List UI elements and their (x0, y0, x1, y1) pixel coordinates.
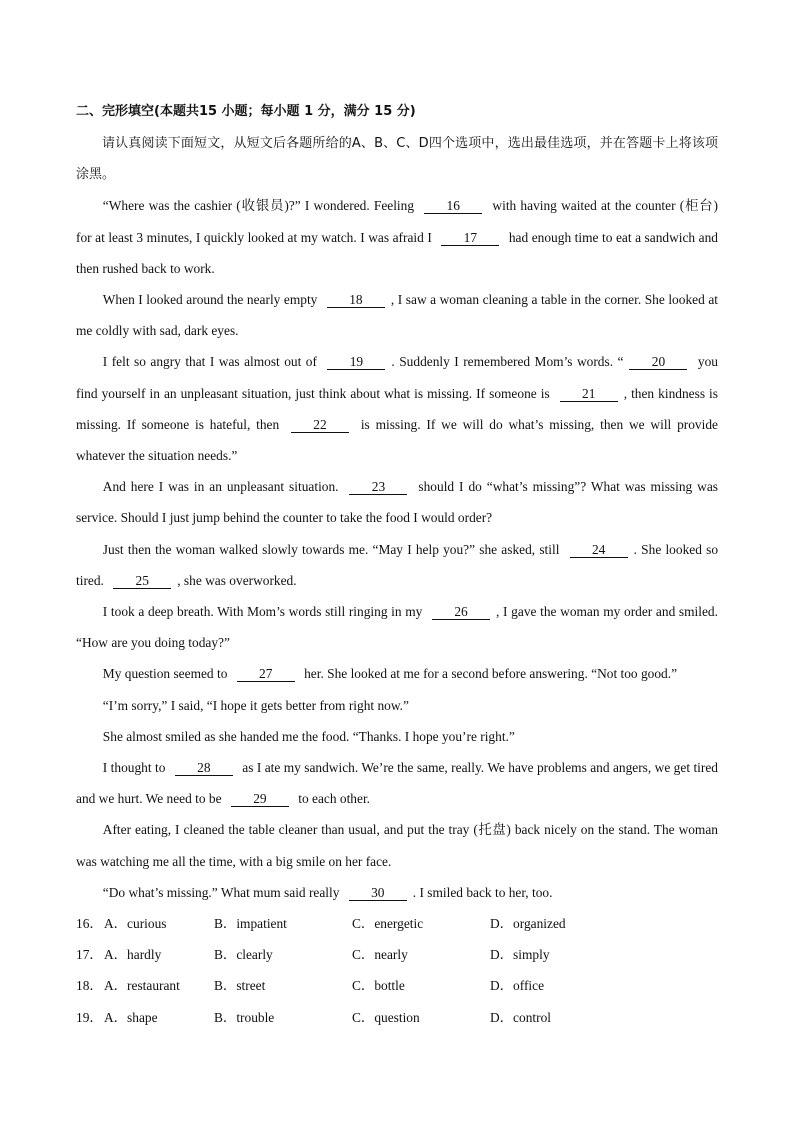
question-row (76, 1002, 718, 1033)
passage-text: as I ate my sandwich. We’re the same, really. We have problems and angers, we get tired and we hurt. We need to be (76, 760, 718, 807)
option-d[interactable]: D．simply (490, 947, 550, 963)
passage (76, 190, 718, 908)
passage-text: After eating, I cleaned the table cleaner than usual, and put the tray (托盘) back nicely on the stand. The woman was watching me all the time, with a big smile on her face. (76, 822, 718, 869)
passage-text: to each other. (294, 791, 371, 807)
passage-text: . Suddenly I remembered Mom’s words. “ (391, 354, 624, 370)
option-b[interactable]: B．trouble (214, 1009, 275, 1025)
passage-paragraph (76, 721, 718, 752)
passage-paragraph (76, 658, 718, 689)
passage-paragraph (76, 877, 718, 908)
passage-text: should I do “what’s missing”? What was missing was service. Should I just jump behind the counter to take the food I would order? (76, 479, 718, 526)
blank-29: 29 (231, 791, 289, 807)
passage-text: “Where was the cashier (收银员)?” I wondered. Feeling (102, 198, 419, 214)
blank-18: 18 (327, 292, 385, 308)
passage-paragraph (76, 534, 718, 596)
passage-paragraph (76, 690, 718, 721)
option-d[interactable]: D．office (490, 978, 545, 994)
passage-paragraph (76, 596, 718, 658)
blank-28: 28 (175, 760, 233, 776)
option-a[interactable]: A．shape (104, 1009, 158, 1025)
question-row (76, 970, 718, 1001)
option-c[interactable]: C．energetic (352, 916, 424, 932)
passage-text: you find yourself in an unpleasant situation, just think about what is missing. If someone is (76, 354, 718, 401)
passage-text: , I saw a woman cleaning a table in the corner. She looked at me coldly with sad, dark eyes. (76, 292, 718, 339)
blank-25: 25 (113, 573, 171, 589)
option-b[interactable]: B．clearly (214, 947, 273, 963)
passage-text: “I’m sorry,” I said, “I hope it gets better from right now.” (102, 697, 409, 713)
passage-text: And here I was in an unpleasant situation. (102, 479, 344, 495)
question-row (76, 908, 718, 939)
passage-text: I thought to (102, 760, 169, 776)
answer-options (76, 908, 718, 1033)
passage-paragraph (76, 471, 718, 533)
blank-16: 16 (424, 198, 482, 214)
passage-paragraph (76, 284, 718, 346)
option-a[interactable]: A．curious (104, 916, 167, 932)
passage-paragraph (76, 752, 718, 814)
blank-30: 30 (349, 885, 407, 901)
blank-19: 19 (327, 354, 385, 370)
option-a[interactable]: A．hardly (104, 947, 162, 963)
passage-text: When I looked around the nearly empty (102, 292, 321, 308)
passage-text: with having waited at the counter (柜台) for at least 3 minutes, I quickly looked at my watch. I was afraid I (76, 198, 718, 245)
instruction-text: 请认真阅读下面短文，从短文后各题所给的A、B、C、D四个选项中，选出最佳选项，并在答题卡上将该项涂黑。 (76, 136, 718, 183)
passage-text: , she was overworked. (177, 572, 297, 588)
question-number: 17． (76, 947, 103, 963)
option-b[interactable]: B．impatient (214, 916, 287, 932)
blank-21: 21 (560, 386, 618, 402)
passage-text: , then kindness is missing. If someone is hateful, then (76, 385, 718, 432)
passage-text: “Do what’s missing.” What mum said really (102, 884, 343, 900)
cloze-section (76, 100, 718, 1033)
passage-text: She almost smiled as she handed me the food. “Thanks. I hope you’re right.” (102, 728, 515, 744)
option-a[interactable]: A．restaurant (104, 978, 180, 994)
passage-paragraph (76, 190, 718, 284)
section-title: 二、完形填空(本题共15 小题；每小题 1 分，满分 15 分) (76, 104, 416, 119)
passage-text: is missing. If we will do what’s missing, then we will provide whatever the situation needs.” (76, 416, 718, 464)
option-d[interactable]: D．organized (490, 916, 566, 932)
option-c[interactable]: C．bottle (352, 978, 405, 994)
option-d[interactable]: D．control (490, 1009, 551, 1025)
passage-text: her. She looked at me for a second before answering. “Not too good.” (300, 666, 678, 682)
question-number: 16． (76, 916, 103, 932)
blank-22: 22 (291, 417, 349, 433)
passage-text: I felt so angry that I was almost out of (102, 354, 322, 370)
passage-paragraph (76, 814, 718, 876)
passage-text: had enough time to eat a sandwich and then rushed back to work. (76, 229, 718, 276)
passage-text: , I gave the woman my order and smiled. “How are you doing today?” (76, 604, 718, 651)
blank-17: 17 (441, 230, 499, 246)
passage-text: Just then the woman walked slowly towards me. “May I help you?” she asked, still (102, 541, 564, 557)
blank-26: 26 (432, 604, 490, 620)
question-number: 18． (76, 978, 103, 994)
passage-text: I took a deep breath. With Mom’s words still ringing in my (102, 604, 427, 620)
option-b[interactable]: B．street (214, 978, 266, 994)
passage-paragraph (76, 346, 718, 471)
blank-27: 27 (237, 666, 295, 682)
question-row (76, 939, 718, 970)
option-c[interactable]: C．question (352, 1009, 420, 1025)
passage-text: My question seemed to (102, 666, 231, 682)
question-number: 19． (76, 1009, 103, 1025)
option-c[interactable]: C．nearly (352, 947, 408, 963)
blank-23: 23 (349, 479, 407, 495)
passage-text: . I smiled back to her, too. (412, 884, 553, 900)
passage-text: . She looked so tired. (76, 541, 719, 588)
blank-20: 20 (629, 354, 687, 370)
blank-24: 24 (570, 542, 628, 558)
